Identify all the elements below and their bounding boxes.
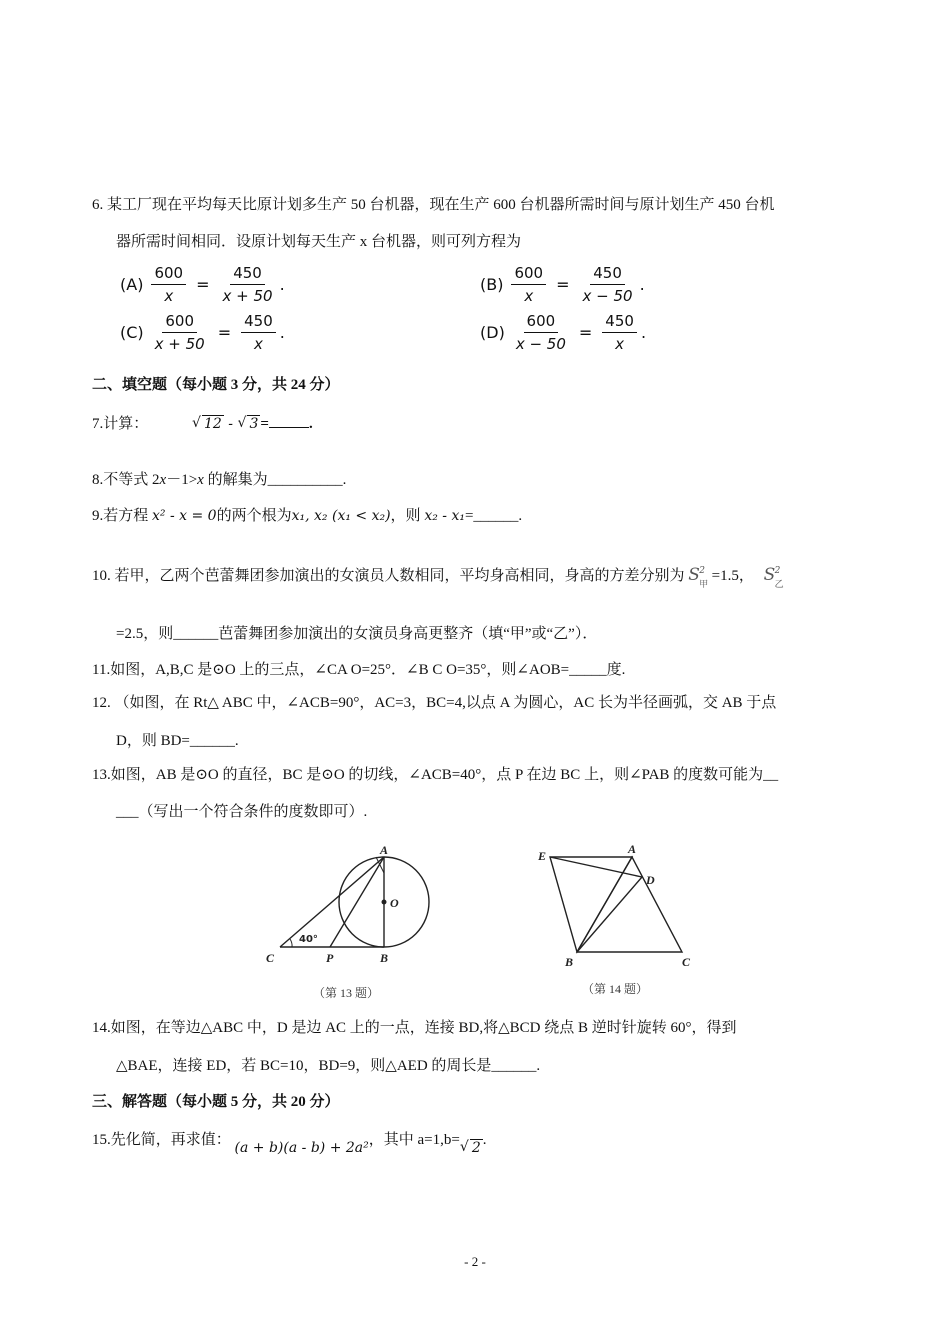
triangle-bae	[550, 857, 632, 952]
fraction-right: $\frac{450}{x}$	[602, 311, 637, 354]
fraction-left: $\frac{600}{x - 50}$	[515, 312, 566, 353]
fraction-right: $\frac{450}{x + 50}$	[222, 264, 273, 305]
option-label: (C)	[120, 323, 144, 342]
fraction-right: $\frac{450}{x}$	[241, 311, 276, 354]
figure-14	[530, 840, 710, 975]
q11: 11.如图，A,B,C 是⊙O 上的三点，∠CA O=25°．∠B C O=35°，则∠AOB=_____度.	[92, 662, 626, 678]
option-label: (D)	[480, 323, 505, 342]
sqrt-2: √ 2	[460, 1140, 483, 1156]
q6-option-a: (A) $\frac{600}{x}$ = $\frac{450}{x + 50}$ .	[120, 264, 285, 305]
q8: 8.不等式 2x－1>x 的解集为__________.	[92, 472, 347, 488]
option-label: (A)	[120, 275, 144, 294]
fraction-left: $\frac{600}{x}$	[511, 263, 546, 306]
label-b: B	[380, 951, 389, 965]
expression: (a + b)(a - b) + 2a²	[234, 1140, 369, 1156]
q6-line2: 器所需时间相同．设原计划每天生产 x 台机器，则可列方程为	[116, 234, 522, 250]
q10-line2: =2.5，则______芭蕾舞团参加演出的女演员身高更整齐（填“甲”或“乙”）．	[116, 626, 598, 642]
q7: 7.计算： √ 12 - √ 3 = .	[92, 413, 862, 434]
figure-13	[262, 840, 442, 1005]
q6-option-b: (B) $\frac{600}{x}$ = $\frac{450}{x - 50}$ .	[480, 264, 645, 305]
label-d: D	[646, 873, 655, 887]
figure-14-caption: （第 14 题）	[582, 982, 649, 996]
label-a: A	[380, 843, 389, 857]
fraction-right: $\frac{450}{x - 50}$	[582, 264, 633, 305]
segment-ca	[280, 857, 384, 947]
q12-line2: D，则 BD=______.	[116, 733, 239, 749]
q14-line1: 14.如图，在等边△ABC 中，D 是边 AC 上的一点，连接 BD,将△BCD 绕点 B 逆时针旋转 60°，得到	[92, 1020, 737, 1036]
label-c: C	[266, 951, 275, 965]
section-2-heading: 二、填空题（每小题 3 分，共 24 分）	[92, 377, 340, 393]
q6-line1: 6. 某工厂现在平均每天比原计划多生产 50 台机器，现在生产 600 台机器所需时间与原计划生产 450 台机	[92, 197, 775, 213]
fraction-left: $\frac{600}{x}$	[151, 263, 186, 306]
label-e: E	[538, 849, 547, 863]
q13-line2: ___（写出一个符合条件的度数即可）.	[116, 804, 368, 820]
variance-jia: S 2 甲	[688, 565, 709, 590]
q10-line1: 10. 若甲，乙两个芭蕾舞团参加演出的女演员人数相同，平均身高相同，身高的方差分别为 S 2 甲 =1.5， S 2 乙	[92, 565, 784, 590]
segment-bd	[577, 877, 642, 952]
q9: 9.若方程 x² - x = 0的两个根为x₁, x₂ (x₁ < x₂)，则 x₂ - x₁=______.	[92, 508, 523, 524]
q6-option-d: (D) $\frac{600}{x - 50}$ = $\frac{450}{x}$ .	[480, 312, 647, 353]
answer-blank[interactable]	[269, 413, 309, 428]
section-3-heading: 三、解答题（每小题 5 分，共 20 分）	[92, 1094, 340, 1110]
q13-line1: 13.如图，AB 是⊙O 的直径，BC 是⊙O 的切线，∠ACB=40°，点 P 在边 BC 上，则∠PAB 的度数可能为__	[92, 767, 779, 783]
triangle-abc	[577, 857, 682, 952]
label-c: C	[682, 955, 691, 969]
label-b: B	[565, 955, 574, 969]
q6-option-c: (C) $\frac{600}{x + 50}$ = $\frac{450}{x}$ .	[120, 312, 285, 353]
fraction-left: $\frac{600}{x + 50}$	[154, 312, 205, 353]
angle-label: 40°	[299, 934, 318, 945]
label-a: A	[628, 842, 637, 856]
q15: 15.先化简，再求值： (a + b)(a - b) + 2a²，其中 a=1,b=√ 2 .	[92, 1130, 862, 1150]
segment-pa	[330, 857, 384, 947]
q12-line1: 12. （如图，在 Rt△ ABC 中，∠ACB=90°，AC=3，BC=4,以点 A 为圆心，AC 长为半径画弧，交 AB 于点	[92, 695, 777, 711]
figure-13-caption: （第 13 题）	[313, 986, 380, 1000]
sqrt-expression: √ 12 - √ 3	[192, 416, 260, 432]
page-number: - 2 -	[464, 1254, 486, 1269]
variance-yi: S 2 乙	[763, 565, 784, 590]
option-label: (B)	[480, 275, 504, 294]
label-p: P	[326, 951, 334, 965]
difference: x₂ - x₁	[424, 508, 465, 524]
equation: x² - x = 0	[152, 508, 217, 524]
q14-line2: △BAE，连接 ED，若 BC=10，BD=9，则△AED 的周长是______.	[116, 1058, 541, 1074]
label-o: O	[390, 896, 399, 910]
segment-ed	[550, 857, 642, 877]
roots: x₁, x₂ (x₁ < x₂)	[291, 508, 391, 524]
